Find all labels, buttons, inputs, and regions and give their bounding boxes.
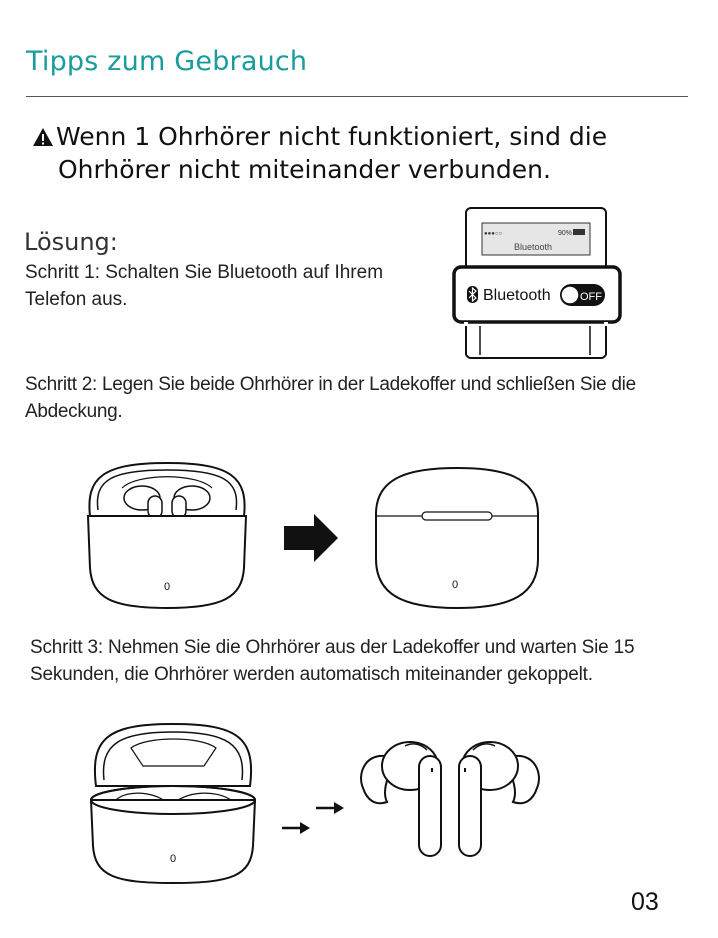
warning-triangle-icon (32, 120, 56, 153)
phone-screen-title: Bluetooth (514, 242, 553, 252)
page-number: 03 (631, 888, 659, 916)
warning-text (32, 120, 607, 186)
toggle-state-text: OFF (580, 291, 602, 303)
warning-line-1: Wenn 1 Ohrhörer nicht funktioniert, sind die (56, 122, 608, 151)
right-earbud (459, 742, 539, 856)
right-arrow-icon (284, 514, 340, 562)
step3-case-led: 0 (170, 853, 177, 865)
open-case-led: 0 (164, 581, 171, 593)
bluetooth-setting-label: Bluetooth (483, 287, 551, 304)
step-2-text: Schritt 2: Legen Sie beide Ohrhörer in der Ladekoffer und schließen Sie die Abdeckung. (25, 374, 636, 422)
lift-arrows-icon (280, 798, 350, 838)
bluetooth-toggle (560, 284, 605, 306)
step-1-text: Schritt 1: Schalten Sie Bluetooth auf Ihrem Telefon aus. (25, 262, 384, 310)
page-title: Tipps zum Gebrauch (26, 46, 308, 77)
closed-case-led: 0 (452, 579, 459, 591)
svg-text:●●●○○: ●●●○○ (484, 231, 503, 237)
solution-heading: Lösung: (24, 228, 118, 256)
warning-line-2: Ohrhörer nicht miteinander verbunden. (58, 155, 551, 184)
title-divider (26, 96, 688, 97)
earbuds-illustration (355, 736, 545, 866)
open-case-empty-illustration (86, 718, 261, 888)
step-3-text: Schritt 3: Nehmen Sie die Ohrhörer aus der Ladekoffer und warten Sie 15 Sekunden, die Ohrhörer werden automatisch miteinander gekoppelt. (30, 637, 635, 685)
phone-bluetooth-illustration (450, 205, 650, 355)
bluetooth-icon (467, 286, 478, 303)
phone-battery-text: 90% (558, 230, 573, 237)
open-case-illustration (82, 458, 252, 618)
left-earbud (361, 742, 441, 856)
closed-case-illustration (372, 464, 542, 614)
